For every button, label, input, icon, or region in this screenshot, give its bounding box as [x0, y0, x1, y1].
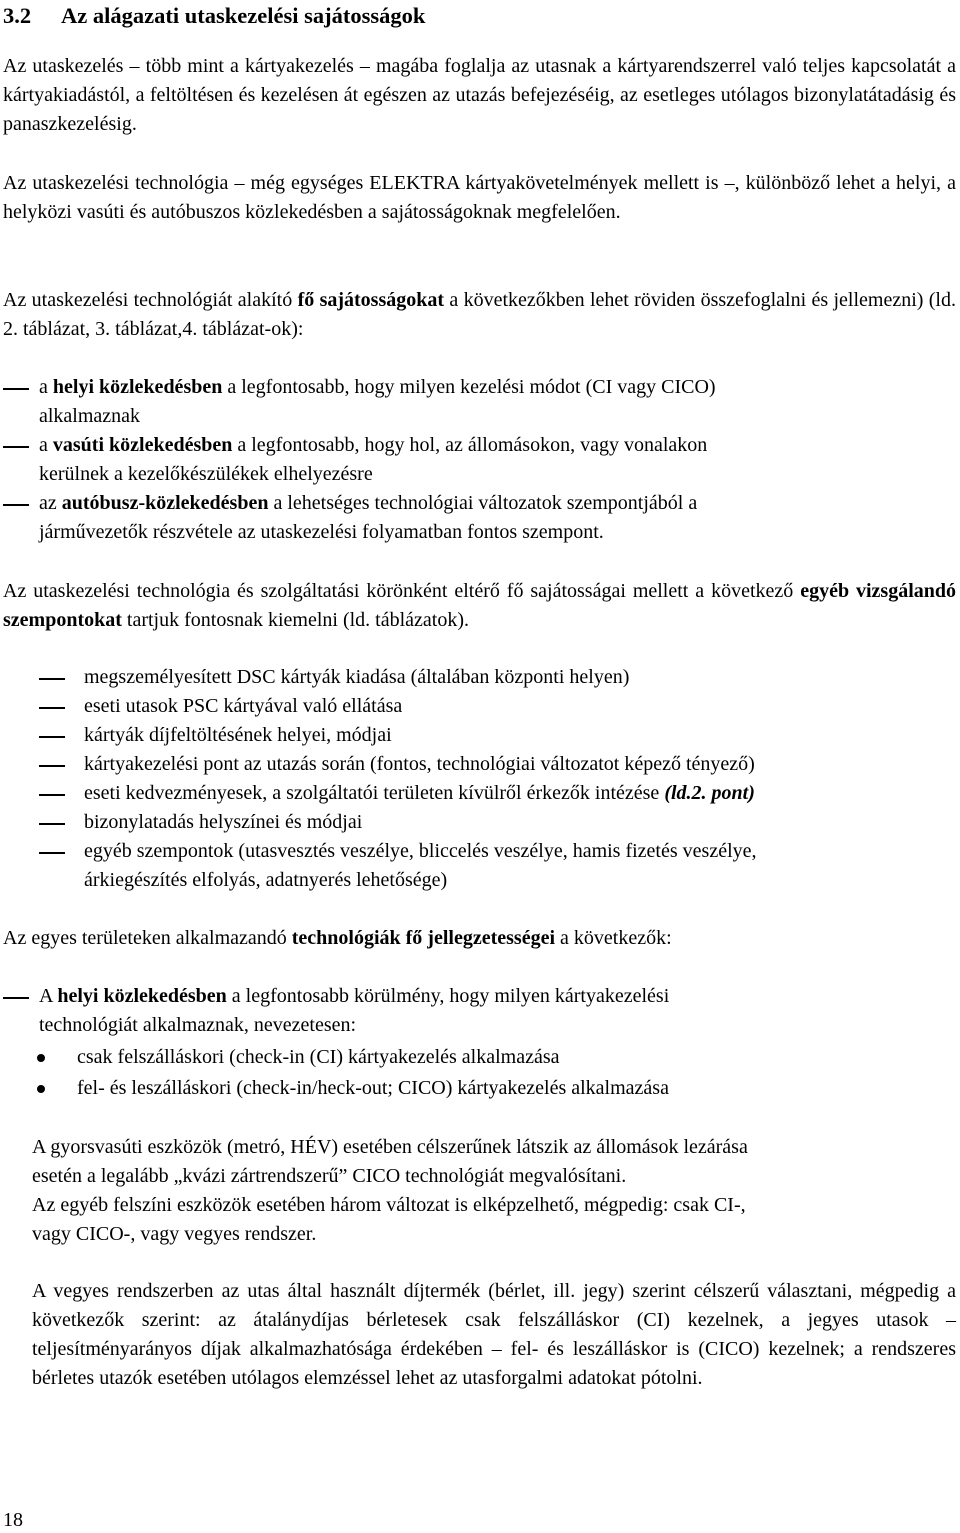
section-number: 3.2 — [3, 3, 32, 28]
dash-marker — [39, 707, 65, 709]
dash-marker — [39, 852, 65, 854]
paragraph-other-aspects: Az utaskezelési technológia és szolgáltatási körönként eltérő fő sajátosságai mellett a következő egyéb vizsgálandó szempontokat tartjuk fontosnak kiemelni (ld. táblázatok). — [3, 580, 957, 631]
emphasis-other-aspects: egyéb vizsgálandó szempontokat — [3, 580, 957, 631]
list-item: megszemélyesített DSC kártyák kiadása (általában központi helyen) — [84, 666, 630, 688]
dash-marker — [3, 446, 29, 448]
paragraph-technology: Az utaskezelési technológia – még egységes ELEKTRA kártyakövetelmények mellett is –, különböző lehet a helyi, a helyközi vasúti és autóbuszos közlekedésben a sajátosságoknak megfelelően. — [3, 172, 956, 223]
dash-marker — [3, 388, 29, 390]
list-item: eseti kedvezményesek, a szolgáltatói területen kívülről érkezők intézése (ld.2. pont) — [84, 782, 755, 804]
list-item-cont: járművezetők részvétele az utaskezelési folyamatban fontos szempont. — [39, 521, 604, 543]
list-item: a helyi közlekedésben a legfontosabb, hogy milyen kezelési módot (CI vagy CICO) — [39, 376, 716, 398]
list-item: kártyák díjfeltöltésének helyei, módjai — [84, 724, 392, 746]
bullet-item: csak felszálláskori (check-in (CI) kártyakezelés alkalmazása — [77, 1046, 560, 1068]
dash-marker — [39, 794, 65, 796]
paragraph-main-features: Az utaskezelési technológiát alakító fő sajátosságokat a következőkben lehet röviden összefoglalni és jellemezni) (ld. 2. táblázat, 3. táblázat,4. táblázat-ok): — [3, 289, 956, 340]
paragraph-line: vagy CICO-, vagy vegyes rendszer. — [32, 1223, 317, 1245]
list-item: az autóbusz-közlekedésben a lehetséges technológiai változatok szempontjából a — [39, 492, 698, 514]
paragraph-line: Az egyéb felszíni eszközök esetében három változat is elképzelhető, mégpedig: csak CI-, — [32, 1194, 746, 1216]
paragraph-technologies: Az egyes területeken alkalmazandó technológiák fő jellegzetességei a következők: — [3, 927, 672, 949]
emphasis-technologies: technológiák fő jellegzetességei — [291, 927, 556, 949]
list-item-cont: technológiát alkalmaznak, nevezetesen: — [39, 1014, 357, 1036]
list-item: kártyakezelési pont az utazás során (fontos, technológiai változatot képező tényező) — [84, 753, 755, 775]
dash-marker — [39, 678, 65, 680]
emphasis-main-features: fő sajátosságokat — [297, 289, 445, 311]
dash-marker — [39, 736, 65, 738]
page-number: 18 — [3, 1509, 23, 1531]
bullet-dot — [37, 1085, 45, 1093]
section-heading — [3, 2, 425, 30]
list-item: A helyi közlekedésben a legfontosabb körülmény, hogy milyen kártyakezelési — [39, 985, 670, 1007]
dash-marker — [3, 997, 29, 999]
paragraph-mixed-system: A vegyes rendszerben az utas által használt díjtermék (bérlet, ill. jegy) szerint célszerű választani, mégpedig a következők szerint: az átalánydíjas bérletesek csak felszálláskor (CI) kezelnek, a jegyes utasok – teljesítményarányos díjak alkalmazhatósága érdekében – fel- és leszálláskor is (CICO) kezelnek; a rendszeres bérletes utazók esetében utólagos elemzéssel lehet az utasforgalmi adatokat pótolni. — [32, 1280, 956, 1389]
paragraph-line: esetén a legalább „kvázi zártrendszerű” CICO technológiát megvalósítani. — [32, 1165, 627, 1187]
bullet-item: fel- és leszálláskori (check-in/heck-out; CICO) kártyakezelés alkalmazása — [77, 1077, 669, 1099]
list-item-cont: kerülnek a kezelőkészülékek elhelyezésre — [39, 463, 373, 485]
dash-marker — [39, 765, 65, 767]
list-item: egyéb szempontok (utasvesztés veszélye, bliccelés veszélye, hamis fizetés veszélye, — [84, 840, 757, 862]
list-item-cont: alkalmaznak — [39, 405, 141, 427]
paragraph-intro: Az utaskezelés – több mint a kártyakezelés – magába foglalja az utasnak a kártyarendszerrel való teljes kapcsolatát a kártyakiadástól, a feltöltésen és kezelésen át egészen az utazás befejezéséig, az esetleges utólagos bizonylatátadásig és panaszkezelésig. — [3, 55, 956, 135]
bullet-dot — [37, 1054, 45, 1062]
section-title: Az alágazati utaskezelési sajátosságok — [61, 3, 426, 28]
paragraph-line: A gyorsvasúti eszközök (metró, HÉV) esetében célszerűnek látszik az állomások lezárása — [32, 1136, 748, 1158]
list-item: bizonylatadás helyszínei és módjai — [84, 811, 363, 833]
dash-marker — [39, 823, 65, 825]
list-item: eseti utasok PSC kártyával való ellátása — [84, 695, 403, 717]
dash-marker — [3, 504, 29, 506]
list-item-cont: árkiegészítés elfolyás, adatnyerés lehetősége) — [84, 869, 448, 891]
list-item: a vasúti közlekedésben a legfontosabb, hogy hol, az állomásokon, vagy vonalakon — [39, 434, 708, 456]
